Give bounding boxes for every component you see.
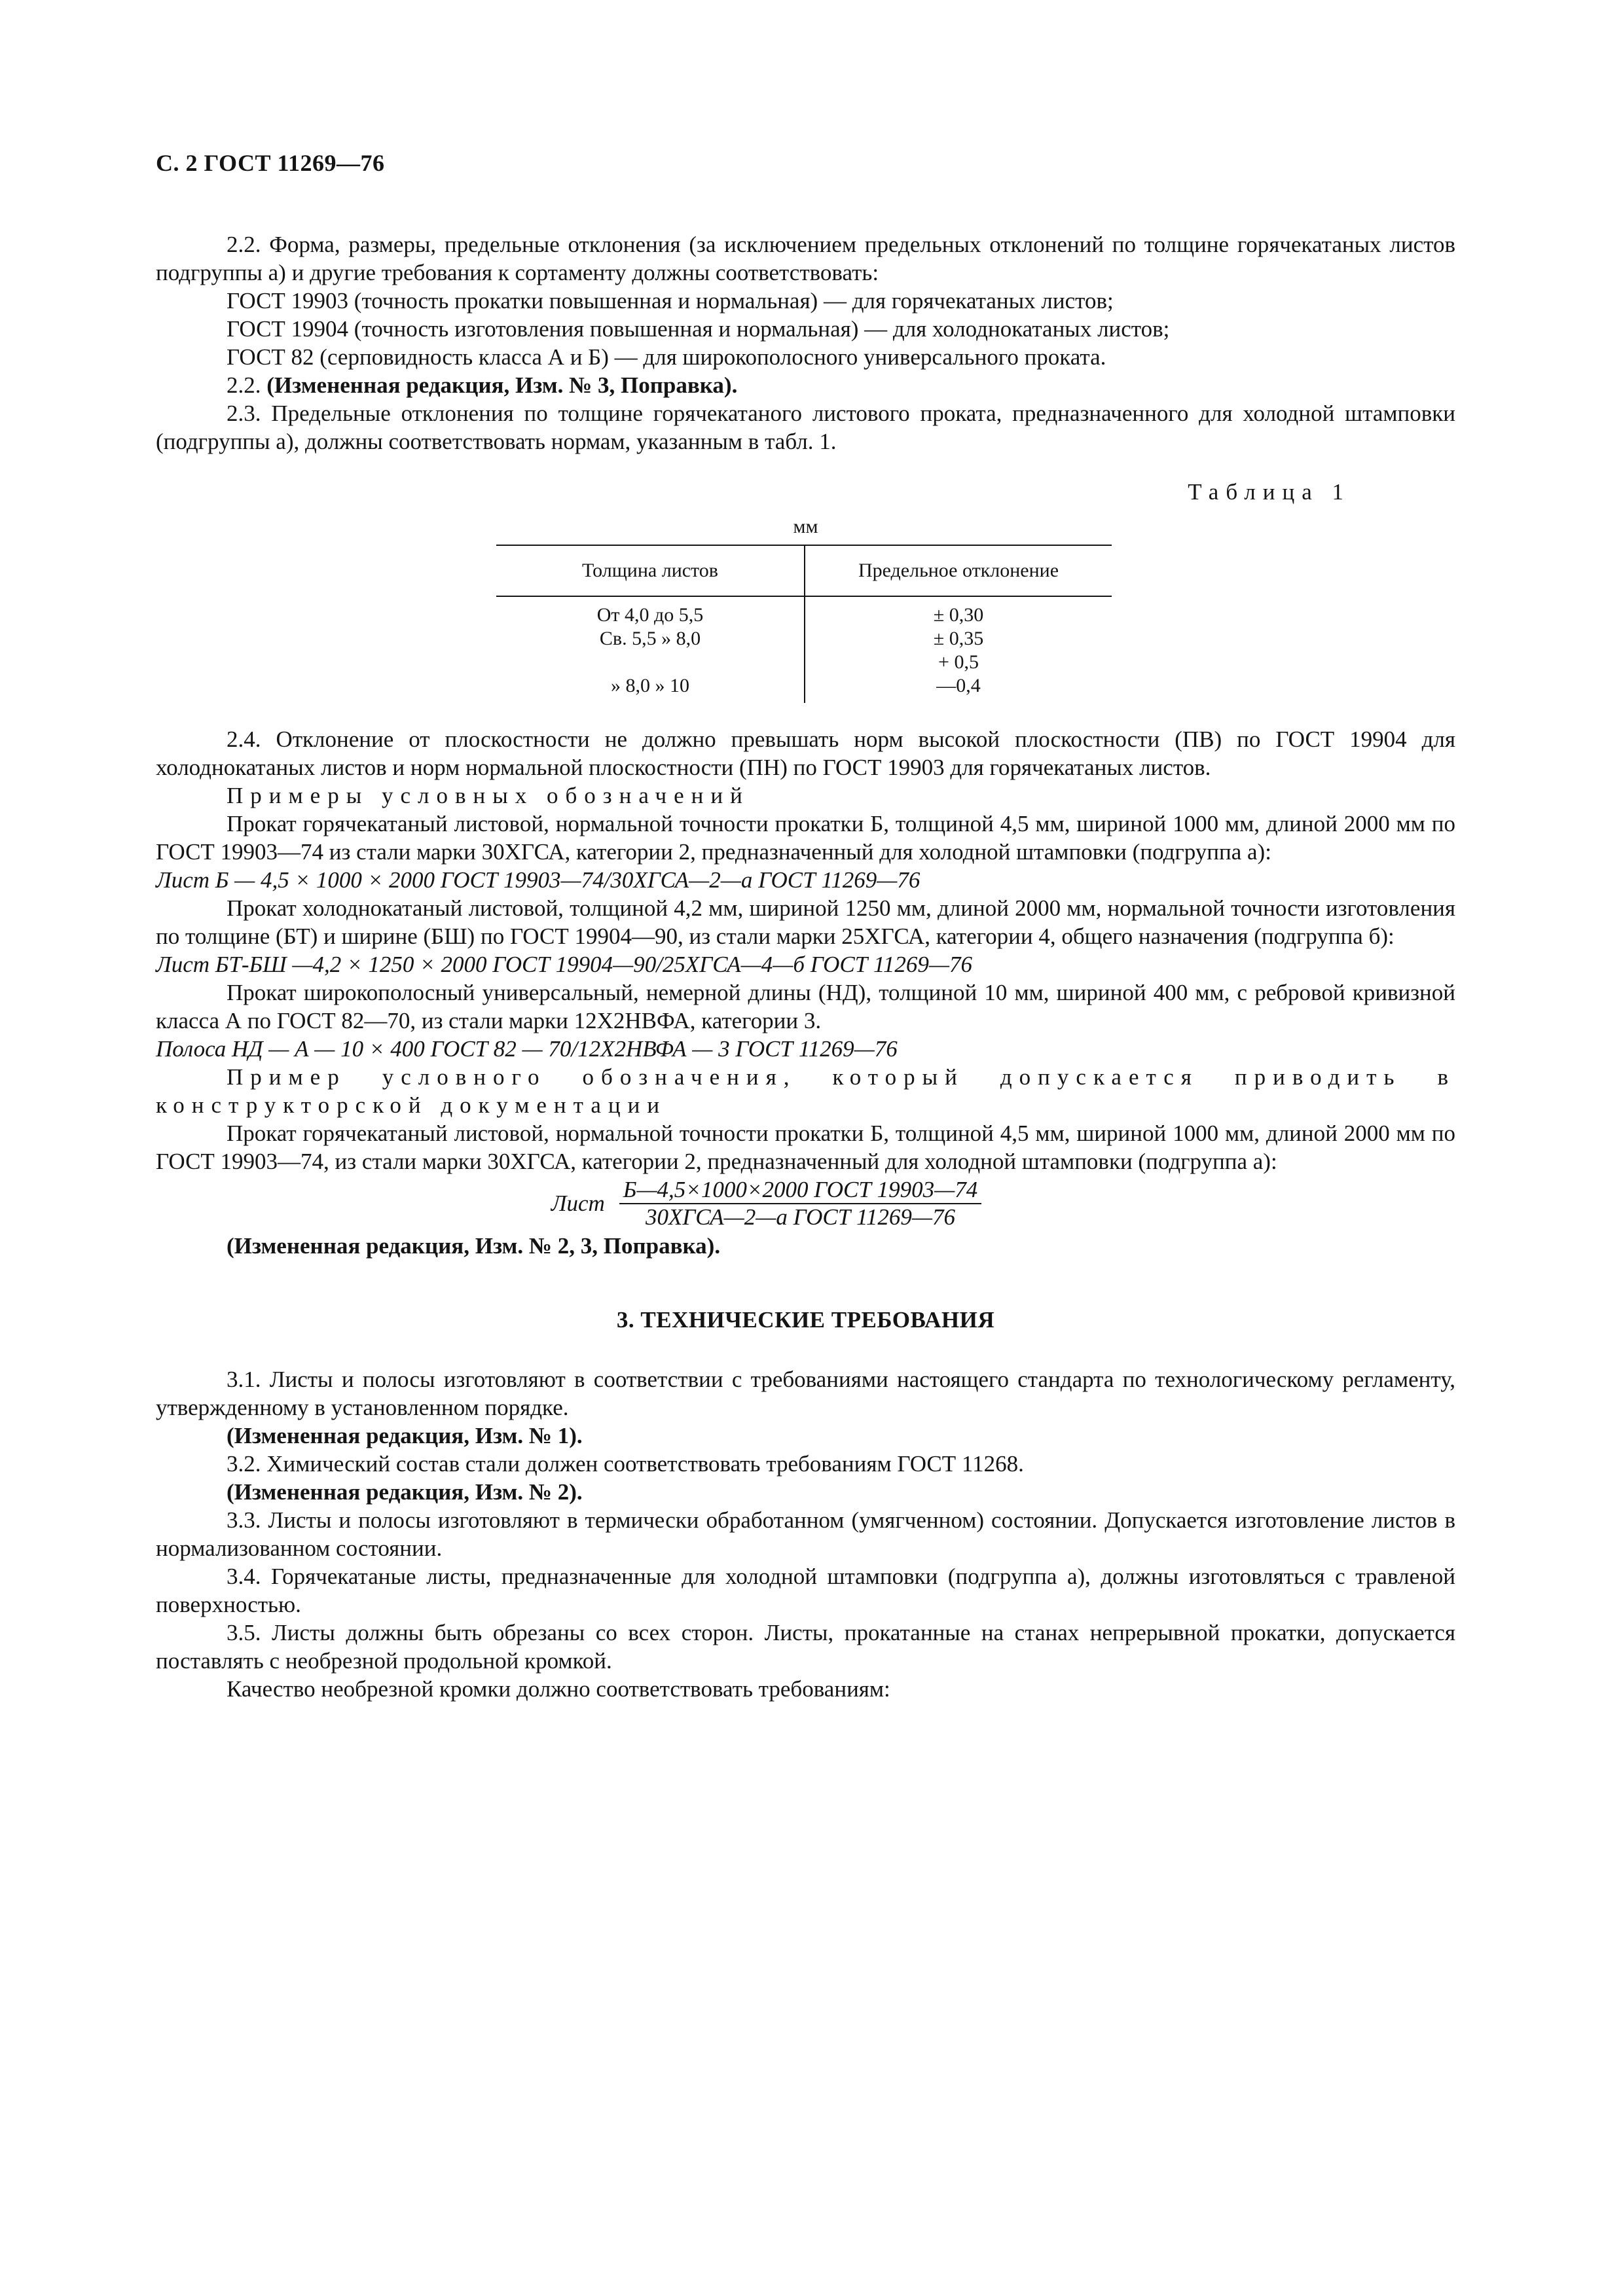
paragraph-3-4: 3.4. Горячекатаные листы, предназначенные для холодной штамповки (подгруппа а), должны изготовляться с травленой поверхностью. [156,1564,1455,1617]
fraction-numerator: Б—4,5×1000×2000 ГОСТ 19903—74 [619,1177,981,1204]
paragraph-2-4: 2.4. Отклонение от плоскостности не должно превышать норм высокой плоскостности (ПВ) по ГОСТ 19904 для холоднокатаных листов и норм нормальной плоскостности (ПН) по ГОСТ 19903 для горячекатаных листов. [156,726,1455,780]
gost-item-19904: ГОСТ 19904 (точность изготовления повышенная и нормальная) — для холоднокатаных листов; [227,316,1170,342]
document-body [156,230,1455,1703]
tolerance-table [496,545,1112,703]
example-4-word: Лист [551,1191,605,1216]
spacer [156,703,1455,725]
example-2-text: Прокат холоднокатаный листовой, толщиной 4,2 мм, шириной 1250 мм, длиной 2000 мм, нормальной точности изготовления по толщине (БТ) и ширине (БШ) по ГОСТ 19904—90, из стали марки 25ХГСА, категории 4, общего назначения (подгруппа б): [156,895,1455,949]
paragraph-3-1: 3.1. Листы и полосы изготовляют в соответствии с требованиями настоящего стандарта по технологическому регламенту, утвержденному в установленном порядке. [156,1367,1455,1420]
thickness-cell [496,596,805,703]
amendment-2-2-number: 2.2. [227,372,261,398]
amendment-3-1: (Измененная редакция, Изм. № 1). [227,1423,583,1448]
table-1-unit: мм [793,516,818,537]
page-header: С. 2 ГОСТ 11269—76 [156,150,385,176]
example-4-fraction [619,1177,981,1230]
example-4-designation [156,1177,1455,1230]
table-1-caption: Таблица 1 [1188,479,1351,505]
fraction-denominator: 30ХГСА—2—а ГОСТ 11269—76 [646,1204,955,1230]
thickness-range: » 8,0 » 10 [611,675,689,696]
gost-item-19903: ГОСТ 19903 (точность прокатки повышенная и нормальная) — для горячекатаных листов; [227,288,1114,314]
paragraph-3-3: 3.3. Листы и полосы изготовляют в термически обработанном (умягченном) состоянии. Допускается изготовление листов в нормализованном состоянии. [156,1507,1455,1561]
table-row [496,596,1112,703]
design-doc-example-heading: Пример условного обозначения, который допускается приводить в конструкторской документации [156,1064,1455,1118]
deviation-cell [805,596,1112,703]
gost-item-82: ГОСТ 82 (серповидность класса А и Б) — для широкополосного универсального проката. [227,344,1106,370]
deviation-value: ± 0,35 [933,628,984,649]
paragraph-2-3: 2.3. Предельные отклонения по толщине горячекатаного листового проката, предназначенного для холодной штамповки (подгруппы а), должны соответствовать нормам, указанным в табл. 1. [156,401,1455,454]
example-1-text: Прокат горячекатаный листовой, нормальной точности прокатки Б, толщиной 4,5 мм, шириной 1000 мм, длиной 2000 мм по ГОСТ 19903—74 из стали марки 30ХГСА, категории 2, предназначенный для холодной штамповки (подгруппа а): [156,811,1455,865]
amendment-2-3: (Измененная редакция, Изм. № 2, 3, Поправка). [227,1233,721,1259]
thickness-spacer [496,651,804,674]
deviation-value: + 0,5 [938,651,979,673]
table-header-thickness: Толщина листов [496,545,805,596]
deviation-value: —0,4 [936,675,981,696]
table-header-deviation: Предельное отклонение [805,545,1112,596]
amendment-3-2: (Измененная редакция, Изм. № 2). [227,1479,583,1505]
paragraph-3-5: 3.5. Листы должны быть обрезаны со всех сторон. Листы, прокатанные на станах непрерывной прокатки, допускается поставлять с необрезной продольной кромкой. [156,1620,1455,1674]
paragraph-2-2: 2.2. Форма, размеры, предельные отклонения (за исключением предельных отклонений по толщине горячекатаных листов подгруппы а) и другие требования к сортаменту должны соответствовать: [156,232,1455,285]
example-1-designation: Лист Б — 4,5 × 1000 × 2000 ГОСТ 19903—74/30ХГСА—2—а ГОСТ 11269—76 [156,867,921,893]
paragraph-3-5-edge: Качество необрезной кромки должно соответствовать требованиям: [227,1676,890,1702]
example-2-designation: Лист БТ-БШ —4,2 × 1250 × 2000 ГОСТ 19904—90/25ХГСА—4—б ГОСТ 11269—76 [156,952,972,977]
amendment-2-2 [156,371,1455,399]
deviation-value: ± 0,30 [933,604,984,626]
thickness-range: От 4,0 до 5,5 [596,604,704,626]
section-3-title: 3. ТЕХНИЧЕСКИЕ ТРЕБОВАНИЯ [616,1307,995,1333]
paragraph-3-2: 3.2. Химический состав стали должен соответствовать требованиям ГОСТ 11268. [227,1451,1024,1477]
example-3-designation: Полоса НД — А — 10 × 400 ГОСТ 82 — 70/12Х2НВФА — 3 ГОСТ 11269—76 [156,1036,898,1062]
examples-heading: Примеры условных обозначений [227,783,750,808]
thickness-range: Св. 5,5 » 8,0 [599,628,701,649]
example-4-text: Прокат горячекатаный листовой, нормальной точности прокатки Б, толщиной 4,5 мм, шириной 1000 мм, длиной 2000 мм по ГОСТ 19903—74, из стали марки 30ХГСА, категории 2, предназначенный для холодной штамповки (подгруппа а): [156,1121,1455,1174]
example-3-text: Прокат широкополосный универсальный, немерной длины (НД), толщиной 10 мм, шириной 400 мм, с ребровой кривизной класса А по ГОСТ 82—70, из стали марки 12Х2НВФА, категории 3. [156,980,1455,1033]
amendment-2-2-text: (Измененная редакция, Изм. № 3, Поправка). [266,372,738,398]
